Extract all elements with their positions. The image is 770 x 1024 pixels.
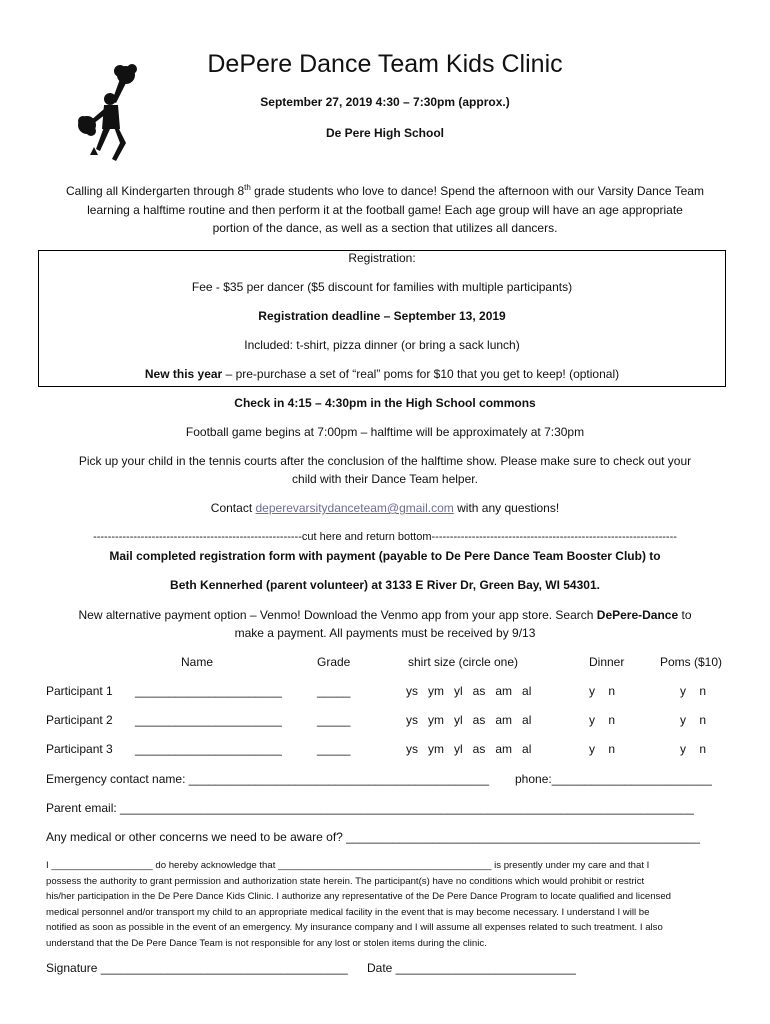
waiver-line: notified as soon as possible in the event of an emergency. My insurance company and I will assume all expenses related to such treatment. I also (46, 922, 663, 933)
participant-name-field[interactable]: ______________________ (135, 713, 282, 727)
shirt-size-options[interactable]: ys ym yl as am al (406, 713, 532, 727)
date-field[interactable]: Date ___________________________ (367, 961, 576, 975)
header-name: Name (181, 655, 214, 669)
waiver-line: medical personnel and/or transport my child to an appropriate medical facility in the event that is may become necessary. I understand I will be (46, 906, 650, 918)
participant-label: Participant 3 (46, 742, 113, 756)
header-shirt-size: shirt size (circle one) (408, 655, 519, 669)
intro-line-3: portion of the dance, as well as a section that utilizes all dancers. (212, 221, 558, 235)
registration-fee: Fee - $35 per dancer ($5 discount for families with multiple participants) (191, 280, 573, 294)
waiver-line: his/her participation in the De Pere Dance Kids Clinic. I authorize any representative of the De Pere Dance Program to locate qualified and licensed (46, 891, 672, 902)
registration-deadline: Registration deadline – September 13, 2019 (258, 309, 506, 323)
registration-included: Included: t-shirt, pizza dinner (or bring a sack lunch) (244, 338, 520, 352)
header-poms: Poms ($10) (660, 655, 723, 669)
intro-line-1 (0, 183, 770, 198)
dinner-options[interactable]: y n (589, 713, 616, 727)
emergency-contact-field[interactable]: Emergency contact name: _____________________________________________ (46, 772, 490, 786)
mail-instructions: Mail completed registration form with payment (payable to De Pere Dance Team Booster Club) to (109, 549, 661, 563)
intro-line-2: learning a halftime routine and then perform it at the football game! Each age group will have an age appropriate (87, 203, 683, 217)
participant-grade-field[interactable]: _____ (317, 742, 351, 756)
header-grade: Grade (317, 655, 351, 669)
mail-address: Beth Kennerhed (parent volunteer) at 3133 E River Dr, Green Bay, WI 54301. (170, 578, 600, 592)
event-location: De Pere High School (325, 126, 445, 140)
shirt-size-options[interactable]: ys ym yl as am al (406, 684, 532, 698)
participant-name-field[interactable]: ______________________ (135, 742, 282, 756)
dinner-options[interactable]: y n (589, 684, 616, 698)
cut-line: ---------------------------------------------------------cut here and return bottom------------------------------------------------------------------- (93, 531, 677, 543)
venmo-text: New alternative payment option – Venmo! Download the Venmo app from your app store. Search (78, 608, 597, 622)
intro-superscript: th (244, 183, 251, 192)
poms-options[interactable]: y n (680, 742, 707, 756)
contact-text: with any questions! (453, 501, 560, 515)
participant-label: Participant 1 (46, 684, 113, 698)
intro-text: grade students who love to dance! Spend the afternoon with our Varsity Dance Team (250, 184, 704, 198)
shirt-size-options[interactable]: ys ym yl as am al (406, 742, 532, 756)
contact-email-link[interactable]: deperevarsitydanceteam@gmail.com (255, 501, 454, 515)
medical-concerns-field[interactable]: Any medical or other concerns we need to be aware of? _____________________________________________________ (46, 830, 700, 844)
venmo-handle: DePere-Dance (596, 608, 679, 622)
page-title: DePere Dance Team Kids Clinic (207, 50, 563, 78)
new-label: New this year (144, 367, 223, 381)
new-text: – pre-purchase a set of “real” poms for $10 that you get to keep! (optional) (222, 367, 620, 381)
phone-field[interactable]: phone:________________________ (515, 772, 712, 786)
venmo-line-2: make a payment. All payments must be received by 9/13 (234, 626, 536, 640)
poms-options[interactable]: y n (680, 713, 707, 727)
participant-label: Participant 2 (46, 713, 113, 727)
pickup-line-2: child with their Dance Team helper. (292, 472, 478, 486)
contact-text: Contact (210, 501, 256, 515)
header-dinner: Dinner (589, 655, 625, 669)
pickup-line-1: Pick up your child in the tennis courts after the conclusion of the halftime show. Please make sure to check out your (78, 454, 692, 468)
participant-grade-field[interactable]: _____ (317, 684, 351, 698)
event-date: September 27, 2019 4:30 – 7:30pm (approx.) (260, 95, 510, 109)
football-info: Football game begins at 7:00pm – halftime will be approximately at 7:30pm (185, 425, 585, 439)
checkin-info: Check in 4:15 – 4:30pm in the High School commons (234, 396, 536, 410)
signature-field[interactable]: Signature _____________________________________ (46, 961, 348, 975)
venmo-line-1 (0, 608, 770, 622)
registration-heading: Registration: (348, 251, 416, 265)
poms-options[interactable]: y n (680, 684, 707, 698)
contact-line (0, 501, 770, 515)
intro-text: Calling all Kindergarten through 8 (66, 184, 245, 198)
waiver-line: I ___________________ do hereby acknowledge that ________________________________________ is presently under my care and that I (46, 860, 650, 871)
waiver-line: understand that the De Pere Dance Team is not responsible for any lost or stolen items during the clinic. (46, 937, 487, 949)
waiver-text (46, 858, 736, 951)
dinner-options[interactable]: y n (589, 742, 616, 756)
waiver-line: possess the authority to grant permission and authorization state herein. The participant(s) have no conditions which would prohibit or restrict (46, 875, 645, 887)
participant-grade-field[interactable]: _____ (317, 713, 351, 727)
participant-name-field[interactable]: ______________________ (135, 684, 282, 698)
parent-email-field[interactable]: Parent email: ______________________________________________________________________________________ (46, 801, 694, 815)
registration-new (38, 367, 726, 381)
venmo-text: to (678, 608, 692, 622)
